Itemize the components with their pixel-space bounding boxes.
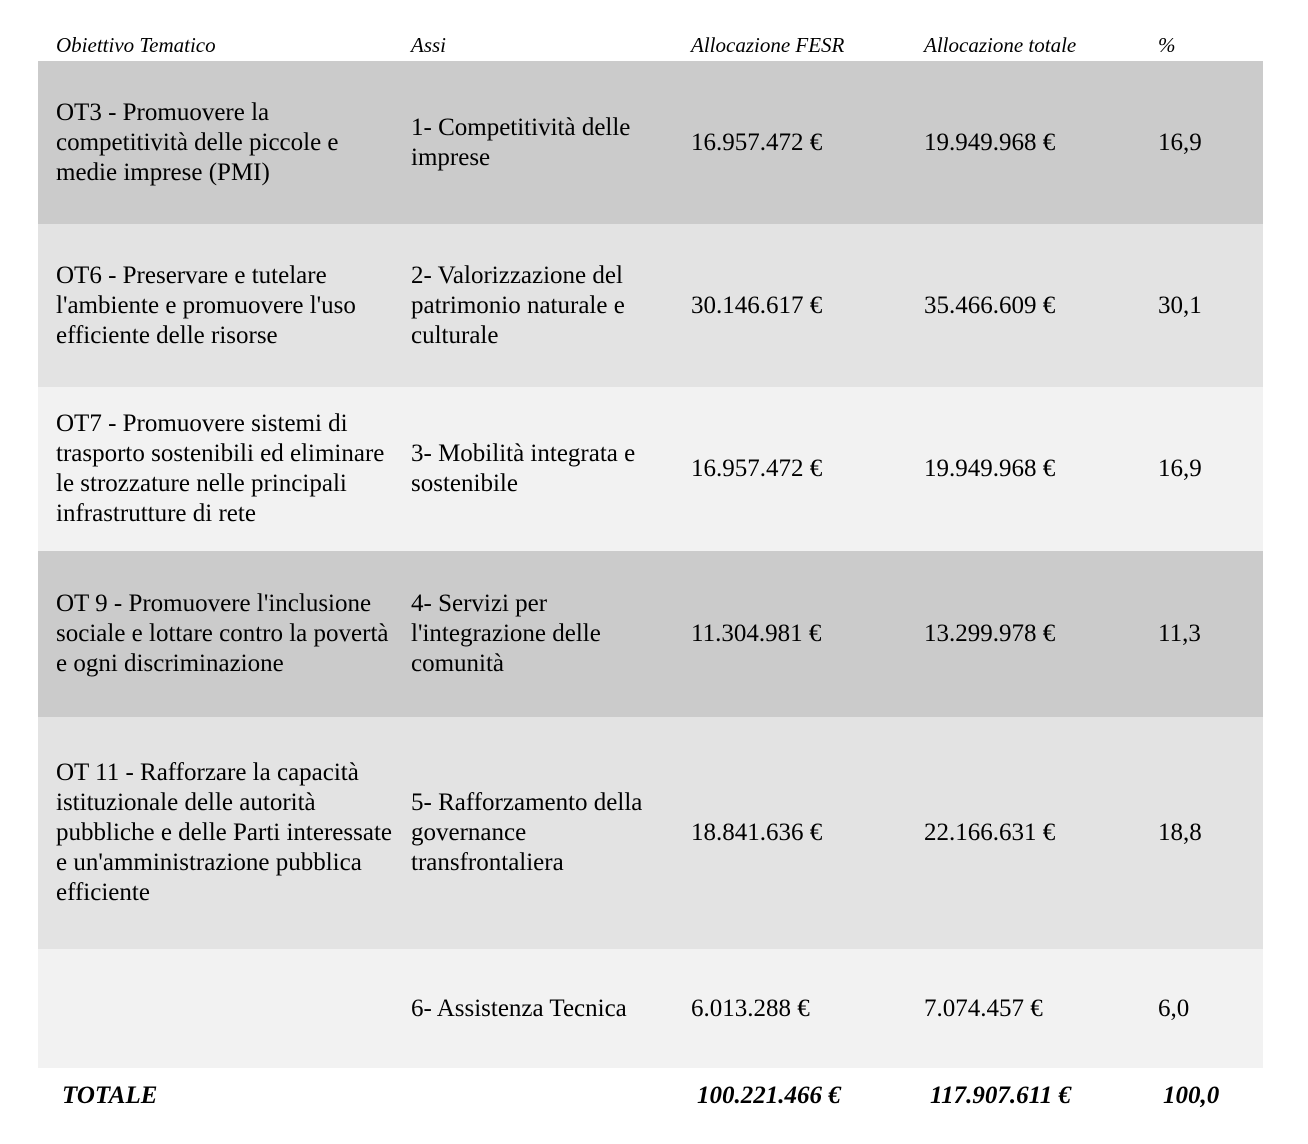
cell-asse: 6- Assistenza Tecnica <box>411 994 627 1022</box>
table-row <box>38 387 1263 551</box>
table-row <box>38 61 1263 224</box>
table-row <box>38 717 1263 949</box>
total-allocazione-fesr: 100.221.466 € <box>697 1082 841 1109</box>
cell-obiettivo: OT 11 - Rafforzare la capacità istituzionale delle autorità pubbliche e delle Parti interessate e un'amministrazione pubblica efficiente <box>56 759 392 906</box>
cell-percentuale: 18,8 <box>1158 819 1202 846</box>
table-body <box>38 61 1263 1068</box>
header-allocazione-totale: Allocazione totale <box>924 33 1077 57</box>
cell-allocazione-fesr: 18.841.636 € <box>691 819 823 846</box>
cell-obiettivo: OT3 - Promuovere la competitività delle piccole e medie imprese (PMI) <box>56 98 339 186</box>
table-header <box>0 33 1308 61</box>
cell-allocazione-fesr: 16.957.472 € <box>691 455 823 482</box>
table-row <box>38 224 1263 387</box>
cell-percentuale: 11,3 <box>1158 620 1201 647</box>
table-row <box>38 551 1263 717</box>
cell-asse: 4- Servizi per l'integrazione delle comunità <box>411 590 601 677</box>
cell-percentuale: 6,0 <box>1158 994 1190 1022</box>
cell-allocazione-totale: 22.166.631 € <box>924 819 1056 846</box>
cell-obiettivo: OT 9 - Promuovere l'inclusione sociale e lottare contro la povertà e ogni discriminazione <box>56 590 389 677</box>
total-label: TOTALE <box>62 1082 158 1109</box>
cell-asse: 1- Competitività delle imprese <box>411 113 631 171</box>
cell-allocazione-fesr: 11.304.981 € <box>691 620 822 647</box>
cell-percentuale: 16,9 <box>1158 128 1202 156</box>
cell-asse: 3- Mobilità integrata e sostenibile <box>411 440 636 497</box>
header-obiettivo-tematico: Obiettivo Tematico <box>56 33 216 57</box>
total-allocazione-totale: 117.907.611 € <box>930 1082 1071 1109</box>
cell-asse: 2- Valorizzazione del patrimonio naturale e culturale <box>411 261 625 349</box>
cell-allocazione-fesr: 30.146.617 € <box>691 291 823 319</box>
total-row <box>0 1068 1308 1124</box>
cell-allocazione-totale: 19.949.968 € <box>924 455 1056 482</box>
cell-obiettivo: OT7 - Promuovere sistemi di trasporto sostenibili ed eliminare le strozzature nelle principali infrastrutture di rete <box>56 410 385 527</box>
cell-percentuale: 16,9 <box>1158 455 1202 482</box>
table-row <box>38 949 1263 1068</box>
cell-allocazione-fesr: 6.013.288 € <box>691 994 810 1022</box>
cell-asse: 5- Rafforzamento della governance transfrontaliera <box>411 789 643 876</box>
header-percentuale: % <box>1158 33 1176 57</box>
cell-allocazione-totale: 35.466.609 € <box>924 291 1056 319</box>
header-allocazione-fesr: Allocazione FESR <box>691 33 845 57</box>
cell-percentuale: 30,1 <box>1158 291 1202 319</box>
cell-allocazione-totale: 13.299.978 € <box>924 620 1056 647</box>
header-assi: Assi <box>411 33 447 57</box>
cell-allocazione-totale: 7.074.457 € <box>924 994 1043 1022</box>
total-percentuale: 100,0 <box>1163 1082 1220 1109</box>
cell-allocazione-fesr: 16.957.472 € <box>691 128 823 156</box>
cell-obiettivo: OT6 - Preservare e tutelare l'ambiente e promuovere l'uso efficiente delle risorse <box>56 261 356 349</box>
cell-allocazione-totale: 19.949.968 € <box>924 128 1056 156</box>
cell-obiettivo <box>56 949 396 1068</box>
